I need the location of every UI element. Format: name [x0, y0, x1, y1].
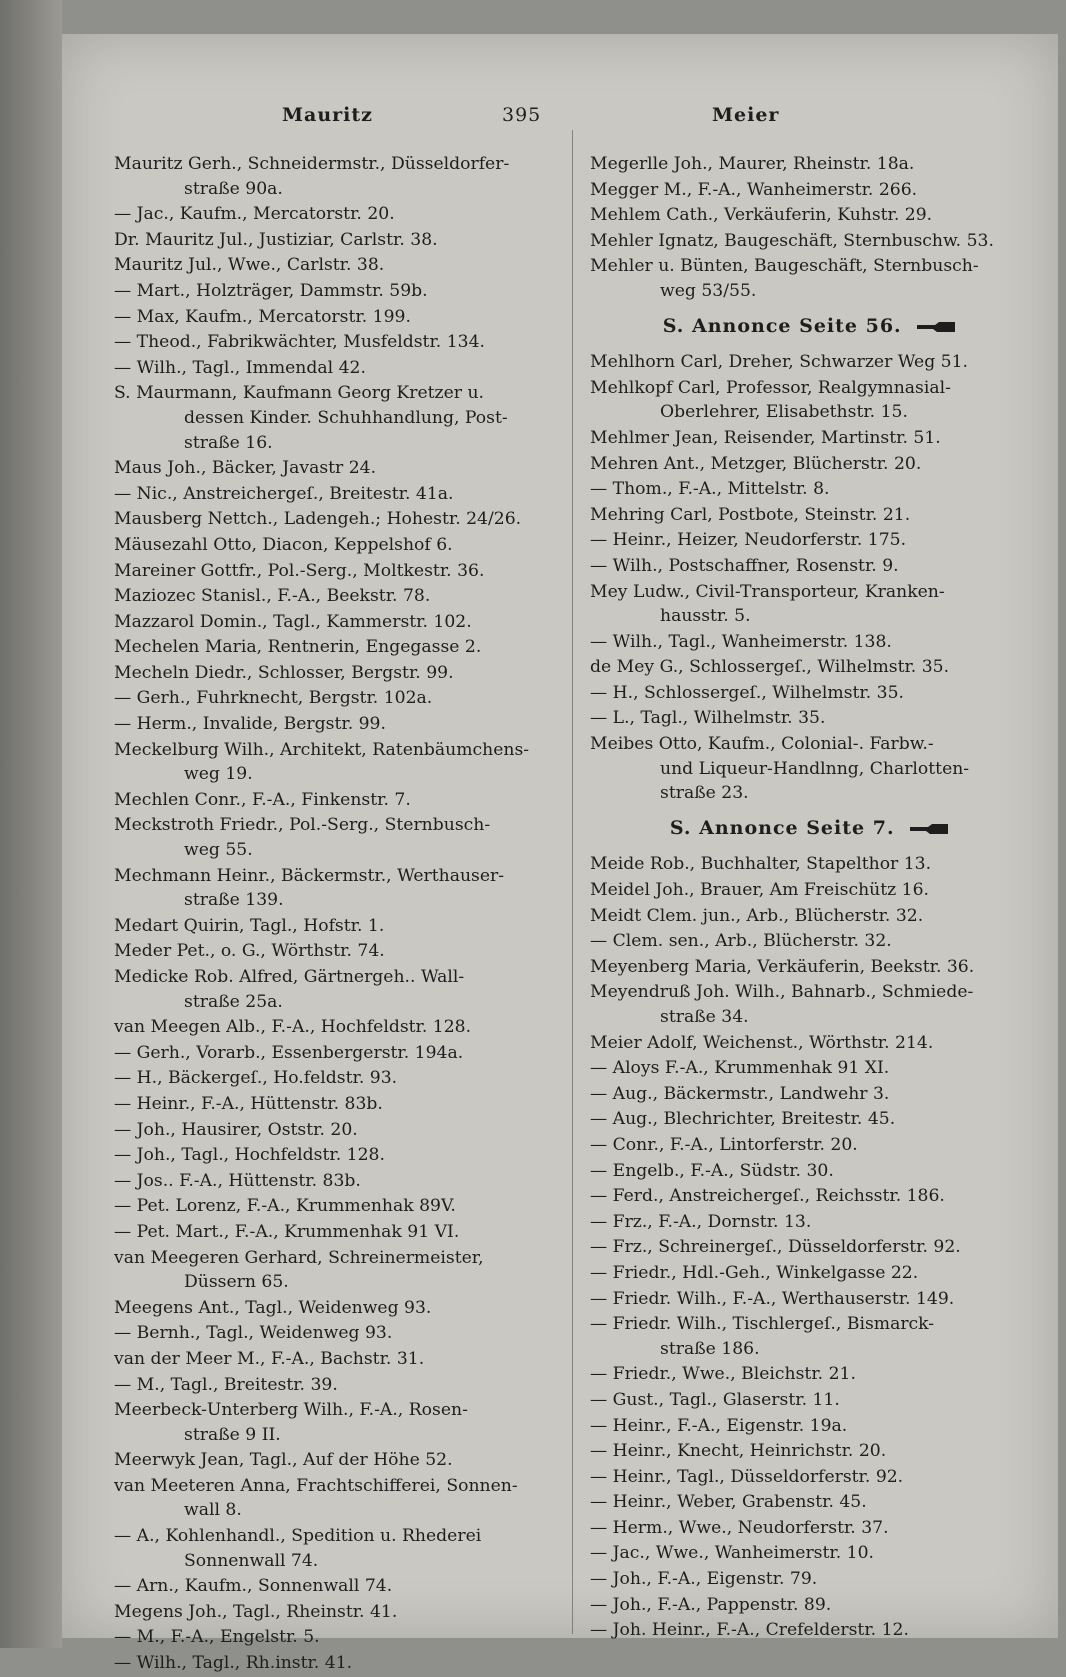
directory-entry	[114, 1524, 562, 1573]
directory-entry	[114, 228, 562, 253]
directory-entry	[590, 229, 1030, 254]
directory-entry	[590, 152, 1030, 177]
directory-entry	[590, 732, 1030, 806]
entry-line: — Friedr., Hdl.-Geh., Winkelgasse 22.	[590, 1262, 919, 1283]
directory-entry	[590, 1362, 1030, 1387]
right-column-section-a	[590, 152, 1030, 304]
directory-entry	[590, 1056, 1030, 1081]
directory-entry	[114, 202, 562, 227]
directory-entry	[590, 980, 1030, 1029]
annonce-text: S. Annonce Seite 56.	[662, 314, 902, 337]
entry-line: — Friedr. Wilh., F.-A., Werthauserstr. 149.	[590, 1288, 955, 1309]
entry-line: Mehlmer Jean, Reisender, Martinstr. 51.	[590, 427, 941, 448]
entry-continuation-line: Oberlehrer, Elisabethstr. 15.	[660, 402, 908, 423]
directory-entry	[590, 528, 1030, 553]
directory-entry	[114, 610, 562, 635]
entry-line: — Frz., Schreinergeſ., Düsseldorferstr. 92.	[590, 1237, 961, 1258]
entry-line: — H., Bäckergeſ., Ho.feldstr. 93.	[114, 1068, 398, 1089]
directory-entry	[590, 1287, 1030, 1312]
directory-entry	[114, 635, 562, 660]
annonce-text: S. Annonce Seite 7.	[669, 816, 895, 839]
entry-line: Mauritz Jul., Wwe., Carlstr. 38.	[114, 255, 385, 276]
entry-line: Meyendruß Joh. Wilh., Bahnarb., Schmiede-	[590, 982, 974, 1003]
entry-line: Megerlle Joh., Maurer, Rheinstr. 18a.	[590, 154, 915, 174]
book-gutter	[0, 0, 62, 1648]
entry-line: — Conr., F.-A., Lintorferstr. 20.	[590, 1134, 858, 1155]
directory-entry	[590, 1567, 1030, 1592]
entry-line: Mehler u. Bünten, Baugeschäft, Sternbusch-	[590, 256, 979, 277]
entry-line: Maus Joh., Bäcker, Javastr 24.	[114, 458, 377, 479]
entry-line: Meyenberg Maria, Verkäuferin, Beekstr. 36.	[590, 956, 975, 977]
directory-entry	[114, 507, 562, 532]
directory-entry	[114, 381, 562, 455]
entry-line: Mehlkopf Carl, Professor, Realgymnasial-	[590, 377, 951, 398]
entry-line: — Herm., Wwe., Neudorferstr. 37.	[590, 1517, 889, 1538]
entry-line: Mecheln Diedr., Schlosser, Bergstr. 99.	[114, 662, 454, 683]
entry-line: — A., Kohlenhandl., Spedition u. Rhederei	[114, 1526, 482, 1547]
directory-entry	[114, 1246, 562, 1295]
entry-line: — Thom., F.-A., Mittelstr. 8.	[590, 479, 830, 500]
directory-entry	[590, 426, 1030, 451]
annonce-notice-2	[590, 816, 1030, 841]
entry-continuation-line: weg 55.	[184, 840, 253, 861]
directory-entry	[590, 1133, 1030, 1158]
directory-entry	[114, 1474, 562, 1523]
entry-line: — Nic., Anstreichergeſ., Breitestr. 41a.	[114, 483, 454, 504]
entry-line: Mey Ludw., Civil-Transporteur, Kranken-	[590, 581, 945, 602]
directory-entry	[114, 456, 562, 481]
entry-line: — L., Tagl., Wilhelmstr. 35.	[590, 708, 826, 729]
directory-entry	[114, 279, 562, 304]
entry-line: — Theod., Fabrikwächter, Musfeldstr. 134.	[114, 332, 485, 353]
directory-entry	[590, 1082, 1030, 1107]
entry-continuation-line: und Liqueur-Handlnng, Charlotten-	[660, 758, 970, 779]
entry-line: Dr. Mauritz Jul., Justiziar, Carlstr. 38.	[114, 229, 438, 250]
entry-line: — Clem. sen., Arb., Blücherstr. 32.	[590, 931, 892, 952]
entry-continuation-line: wall 8.	[184, 1500, 242, 1521]
entry-line: Mareiner Gottfr., Pol.-Serg., Moltkestr. 36.	[114, 560, 485, 581]
entry-line: Mechlen Conr., F.-A., Finkenstr. 7.	[114, 789, 411, 810]
entry-line: van der Meer M., F.-A., Bachstr. 31.	[114, 1348, 425, 1369]
directory-entry	[590, 1235, 1030, 1260]
entry-line: — Heinr., F.-A., Hüttenstr. 83b.	[114, 1093, 383, 1114]
right-column-section-b	[590, 350, 1030, 806]
entry-line: Meier Adolf, Weichenst., Wörthstr. 214.	[590, 1032, 934, 1053]
entry-line: Meidel Joh., Brauer, Am Freischütz 16.	[590, 880, 930, 901]
directory-entry	[114, 152, 562, 201]
directory-entry	[114, 1398, 562, 1447]
directory-entry	[590, 1439, 1030, 1464]
entry-line: — Wilh., Tagl., Rh.instr. 41.	[114, 1653, 353, 1674]
directory-entry	[114, 1220, 562, 1245]
entry-line: Mehren Ant., Metzger, Blücherstr. 20.	[590, 453, 922, 474]
entry-line: — Aug., Bäckermstr., Landwehr 3.	[590, 1083, 890, 1104]
directory-entry	[590, 376, 1030, 425]
directory-entry	[114, 533, 562, 558]
directory-entry	[114, 914, 562, 939]
column-divider	[572, 130, 573, 1634]
directory-entry	[114, 1066, 562, 1091]
entry-line: S. Maurmann, Kaufmann Georg Kretzer u.	[114, 383, 485, 404]
left-column	[114, 152, 562, 1677]
entry-line: Medart Quirin, Tagl., Hofstr. 1.	[114, 915, 385, 936]
entry-continuation-line: dessen Kinder. Schuhhandlung, Post-	[184, 407, 508, 428]
directory-entry	[114, 738, 562, 787]
directory-entry	[590, 452, 1030, 477]
directory-entry	[590, 350, 1030, 375]
entry-line: — Friedr. Wilh., Tischlergeſ., Bismarck-	[590, 1314, 935, 1335]
entry-line: — Gerh., Fuhrknecht, Bergstr. 102a.	[114, 688, 433, 709]
entry-line: — Pet. Lorenz, F.-A., Krummenhak 89V.	[114, 1196, 456, 1217]
directory-entry	[590, 1490, 1030, 1515]
entry-line: — Engelb., F.-A., Südstr. 30.	[590, 1160, 834, 1181]
entry-line: Meerwyk Jean, Tagl., Auf der Höhe 52.	[114, 1450, 453, 1471]
entry-line: Meckstroth Friedr., Pol.-Serg., Sternbusch-	[114, 815, 491, 836]
entry-continuation-line: straße 23.	[660, 783, 749, 804]
directory-entry	[114, 305, 562, 330]
entry-line: van Meegeren Gerhard, Schreinermeister,	[114, 1247, 484, 1268]
directory-entry	[590, 630, 1030, 655]
directory-entry	[590, 1312, 1030, 1361]
directory-entry	[590, 1159, 1030, 1184]
entry-line: — Jos.. F.-A., Hüttenstr. 83b.	[114, 1170, 361, 1191]
entry-line: — Joh., F.-A., Eigenstr. 79.	[590, 1569, 818, 1590]
entry-line: Mazzarol Domin., Tagl., Kammerstr. 102.	[114, 611, 472, 632]
directory-entry	[590, 852, 1030, 877]
directory-entry	[114, 330, 562, 355]
directory-entry	[590, 554, 1030, 579]
right-column-section-c	[590, 852, 1030, 1642]
directory-entry	[590, 1210, 1030, 1235]
directory-entry	[114, 712, 562, 737]
entry-line: — Ferd., Anstreichergeſ., Reichsstr. 186.	[590, 1186, 945, 1207]
entry-continuation-line: straße 16.	[184, 432, 273, 453]
entry-line: — Arn., Kaufm., Sonnenwall 74.	[114, 1576, 393, 1597]
entry-line: — Heinr., F.-A., Eigenstr. 19a.	[590, 1415, 848, 1436]
directory-entry	[590, 929, 1030, 954]
directory-entry	[590, 955, 1030, 980]
entry-line: — M., F.-A., Engelstr. 5.	[114, 1627, 320, 1648]
directory-entry	[114, 559, 562, 584]
directory-entry	[590, 503, 1030, 528]
entry-line: Mauritz Gerh., Schneidermstr., Düsseldorfer-	[114, 154, 510, 174]
entry-continuation-line: weg 19.	[184, 764, 253, 785]
pointing-hand-icon	[908, 822, 950, 836]
directory-entry	[114, 1041, 562, 1066]
entry-line: Mäusezahl Otto, Diacon, Keppelshof 6.	[114, 534, 453, 555]
entry-line: — Bernh., Tagl., Weidenweg 93.	[114, 1323, 393, 1344]
directory-entry	[114, 686, 562, 711]
directory-entry	[114, 1118, 562, 1143]
entry-line: — Gust., Tagl., Glaserstr. 11.	[590, 1389, 840, 1410]
entry-line: Megens Joh., Tagl., Rheinstr. 41.	[114, 1601, 398, 1622]
directory-entry	[114, 1296, 562, 1321]
directory-entry	[114, 939, 562, 964]
entry-line: Mehlem Cath., Verkäuferin, Kuhstr. 29.	[590, 205, 933, 226]
entry-line: — Jac., Wwe., Wanheimerstr. 10.	[590, 1543, 874, 1564]
directory-entry	[590, 1107, 1030, 1132]
directory-entry	[114, 1143, 562, 1168]
right-column	[590, 152, 1030, 1644]
entry-continuation-line: straße 139.	[184, 890, 284, 911]
directory-entry	[114, 1169, 562, 1194]
directory-entry	[590, 706, 1030, 731]
entry-continuation-line: straße 90a.	[184, 178, 283, 199]
directory-entry	[590, 1618, 1030, 1643]
directory-entry	[590, 1516, 1030, 1541]
entry-continuation-line: weg 53/55.	[660, 280, 757, 301]
entry-line: Meibes Otto, Kaufm., Colonial-. Farbw.-	[590, 734, 934, 755]
entry-line: Mehler Ignatz, Baugeschäft, Sternbuschw. 53.	[590, 230, 994, 251]
entry-line: van Meegen Alb., F.-A., Hochfeldstr. 128.	[114, 1017, 472, 1038]
entry-line: Megger M., F.-A., Wanheimerstr. 266.	[590, 179, 918, 200]
directory-entry	[114, 1321, 562, 1346]
entry-continuation-line: straße 25a.	[184, 991, 283, 1012]
entry-line: — M., Tagl., Breitestr. 39.	[114, 1374, 338, 1395]
entry-line: — Heinr., Weber, Grabenstr. 45.	[590, 1492, 867, 1513]
entry-line: — Pet. Mart., F.-A., Krummenhak 91 VI.	[114, 1221, 460, 1242]
directory-entry	[114, 253, 562, 278]
entry-line: Mechelen Maria, Rentnerin, Engegasse 2.	[114, 637, 482, 658]
header-left-name: Mauritz	[282, 104, 373, 126]
directory-entry	[590, 1388, 1030, 1413]
directory-entry	[590, 1184, 1030, 1209]
directory-entry	[590, 1465, 1030, 1490]
directory-entry	[590, 1414, 1030, 1439]
entry-line: van Meeteren Anna, Frachtschifferei, Sonnen-	[114, 1475, 518, 1496]
entry-line: — Aug., Blechrichter, Breitestr. 45.	[590, 1109, 896, 1130]
entry-line: Meegens Ant., Tagl., Weidenweg 93.	[114, 1297, 432, 1318]
directory-entry	[590, 203, 1030, 228]
directory-entry	[114, 1625, 562, 1650]
directory-entry	[590, 655, 1030, 680]
header-right-name: Meier	[712, 104, 780, 126]
pointing-hand-icon	[915, 320, 957, 334]
entry-line: — H., Schlossergeſ., Wilhelmstr. 35.	[590, 682, 905, 703]
entry-line: — Wilh., Tagl., Immendal 42.	[114, 357, 366, 378]
directory-entry	[590, 254, 1030, 303]
entry-line: — Heinr., Heizer, Neudorferstr. 175.	[590, 530, 907, 551]
directory-entry	[114, 661, 562, 686]
entry-line: de Mey G., Schlossergeſ., Wilhelmstr. 35.	[590, 657, 950, 678]
entry-line: Meckelburg Wilh., Architekt, Ratenbäumchens-	[114, 739, 530, 760]
entry-line: — Joh., F.-A., Pappenstr. 89.	[590, 1594, 832, 1615]
directory-entry	[114, 1651, 562, 1676]
entry-line: — Wilh., Postschaffner, Rosenstr. 9.	[590, 555, 899, 576]
directory-entry	[114, 1194, 562, 1219]
entry-line: Medicke Rob. Alfred, Gärtnergeh.. Wall-	[114, 967, 465, 987]
directory-entry	[114, 1448, 562, 1473]
directory-entry	[114, 864, 562, 913]
page-number: 395	[502, 104, 542, 126]
directory-entry	[590, 178, 1030, 203]
annonce-notice-1	[590, 314, 1030, 339]
entry-line: — Heinr., Tagl., Düsseldorferstr. 92.	[590, 1466, 904, 1487]
entry-line: — Max, Kaufm., Mercatorstr. 199.	[114, 306, 411, 327]
entry-line: — Herm., Invalide, Bergstr. 99.	[114, 714, 386, 735]
entry-line: — Jac., Kaufm., Mercatorstr. 20.	[114, 204, 395, 225]
directory-page	[62, 34, 1058, 1674]
directory-entry	[114, 1092, 562, 1117]
entry-line: Meder Pet., o. G., Wörthstr. 74.	[114, 941, 385, 962]
directory-entry	[590, 1593, 1030, 1618]
entry-line: — Joh., Tagl., Hochfeldstr. 128.	[114, 1145, 385, 1166]
directory-entry	[114, 356, 562, 381]
entry-continuation-line: straße 9 II.	[184, 1424, 281, 1445]
entry-line: — Friedr., Wwe., Bleichstr. 21.	[590, 1364, 856, 1385]
entry-line: — Gerh., Vorarb., Essenbergerstr. 194a.	[114, 1042, 464, 1063]
entry-continuation-line: Düssern 65.	[184, 1272, 289, 1293]
directory-entry	[114, 1600, 562, 1625]
entry-line: — Mart., Holzträger, Dammstr. 59b.	[114, 280, 428, 301]
page-header	[62, 104, 1058, 138]
entry-line: Mechmann Heinr., Bäckermstr., Werthauser-	[114, 865, 505, 886]
entry-line: Mausberg Nettch., Ladengeh.; Hohestr. 24/26.	[114, 509, 522, 530]
entry-line: Meidt Clem. jun., Arb., Blücherstr. 32.	[590, 905, 924, 926]
directory-entry	[114, 1373, 562, 1398]
entry-line: — Wilh., Tagl., Wanheimerstr. 138.	[590, 631, 892, 652]
entry-continuation-line: Sonnenwall 74.	[184, 1550, 319, 1571]
directory-entry	[590, 1031, 1030, 1056]
entry-line: Maziozec Stanisl., F.-A., Beekstr. 78.	[114, 586, 431, 607]
directory-entry	[590, 580, 1030, 629]
directory-entry	[114, 813, 562, 862]
entry-line: Meerbeck-Unterberg Wilh., F.-A., Rosen-	[114, 1400, 468, 1421]
entry-line: — Aloys F.-A., Krummenhak 91 XI.	[590, 1058, 890, 1079]
entry-line: — Heinr., Knecht, Heinrichstr. 20.	[590, 1441, 887, 1462]
directory-entry	[114, 584, 562, 609]
directory-entry	[590, 681, 1030, 706]
directory-entry	[114, 1015, 562, 1040]
directory-entry	[114, 965, 562, 1014]
entry-line: — Joh. Heinr., F.-A., Crefelderstr. 12.	[590, 1620, 909, 1641]
entry-continuation-line: straße 34.	[660, 1007, 749, 1027]
entry-line: Meide Rob., Buchhalter, Stapelthor 13.	[590, 854, 932, 875]
directory-entry	[590, 477, 1030, 502]
entry-continuation-line: hausstr. 5.	[660, 606, 751, 627]
directory-entry	[114, 482, 562, 507]
directory-entry	[590, 1541, 1030, 1566]
directory-entry	[590, 1261, 1030, 1286]
directory-entry	[114, 788, 562, 813]
entry-line: — Joh., Hausirer, Oststr. 20.	[114, 1119, 358, 1140]
directory-entry	[590, 904, 1030, 929]
directory-entry	[114, 1347, 562, 1372]
entry-line: Mehlhorn Carl, Dreher, Schwarzer Weg 51.	[590, 352, 968, 373]
entry-line: — Frz., F.-A., Dornstr. 13.	[590, 1211, 812, 1232]
directory-entry	[590, 878, 1030, 903]
entry-continuation-line: straße 186.	[660, 1338, 760, 1359]
directory-entry	[114, 1574, 562, 1599]
entry-line: Mehring Carl, Postbote, Steinstr. 21.	[590, 504, 911, 525]
